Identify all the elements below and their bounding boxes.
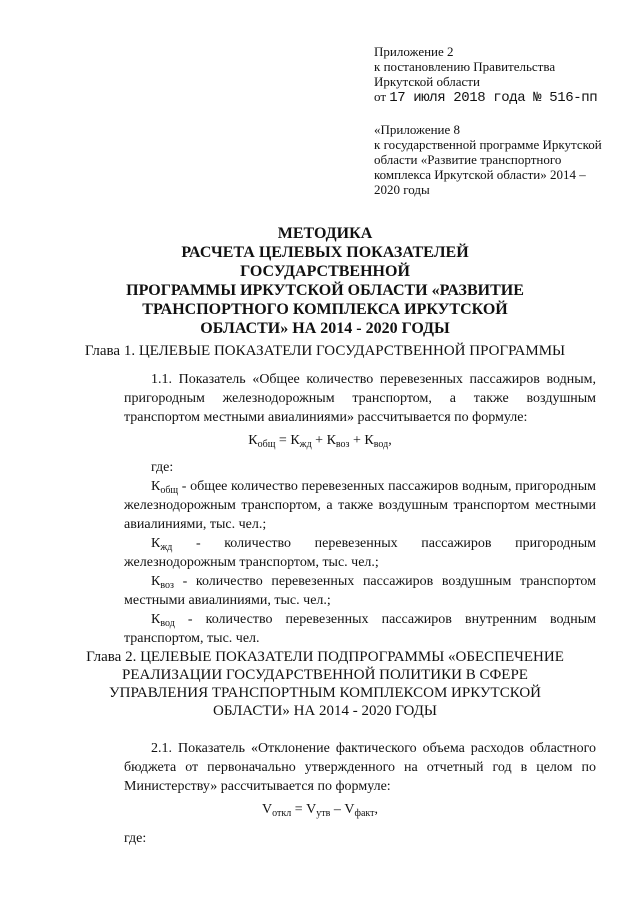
chapter-2-heading-line: Глава 2. ЦЕЛЕВЫЕ ПОКАЗАТЕЛИ ПОДПРОГРАММЫ «ОБЕСПЕЧЕНИЕ bbox=[86, 649, 564, 665]
paragraph-line: Министерству» рассчитывается по формуле: bbox=[124, 779, 391, 794]
document-title bbox=[100, 224, 550, 338]
date-value: 17 июля 2018 года № 516-пп bbox=[389, 90, 598, 106]
title-line: МЕТОДИКА bbox=[277, 225, 373, 242]
paragraph-line: 1.1. Показатель «Общее количество перевезенных пассажиров водным, bbox=[151, 372, 596, 387]
formula-operator: = bbox=[275, 433, 291, 448]
definition-first-line bbox=[151, 535, 596, 556]
formula-subscript: факт bbox=[354, 808, 375, 819]
annex-8-line: «Приложение 8 bbox=[374, 122, 461, 137]
title-line: ТРАНСПОРТНОГО КОМПЛЕКСА ИРКУТСКОЙ bbox=[142, 301, 508, 318]
definition-text: - общее количество перевезенных пассажиров водным, пригородным bbox=[178, 479, 596, 494]
annex-2-line: Иркутской области bbox=[374, 74, 480, 89]
formula-symbol: К bbox=[290, 433, 300, 448]
title-line: ПРОГРАММЫ ИРКУТСКОЙ ОБЛАСТИ «РАЗВИТИЕ bbox=[126, 282, 524, 299]
definition-line: железнодорожным транспортом, тыс. чел.; bbox=[124, 555, 379, 570]
def-sym: К bbox=[151, 536, 161, 551]
def-sym: К bbox=[151, 479, 161, 494]
formula-subscript: утв bbox=[316, 808, 331, 819]
paragraph-line: 2.1. Показатель «Отклонение фактического объема расходов областного bbox=[151, 741, 596, 756]
annex-8-line: области «Развитие транспортного bbox=[374, 152, 562, 167]
definition-line: транспортом, тыс. чел. bbox=[124, 631, 260, 646]
annex-8-line: 2020 годы bbox=[374, 182, 430, 197]
definition-first-line bbox=[151, 478, 596, 499]
definition-line: местными авиалиниями, тыс. чел.; bbox=[124, 593, 331, 608]
def-sub: жд bbox=[160, 542, 173, 553]
formula-operator: + bbox=[311, 433, 327, 448]
formula-symbol: V bbox=[262, 802, 273, 817]
formula-subscript: вод bbox=[373, 439, 389, 450]
title-line: РАСЧЕТА ЦЕЛЕВЫХ ПОКАЗАТЕЛЕЙ ГОСУДАРСТВЕННОЙ bbox=[181, 244, 469, 280]
definition-symbol bbox=[151, 611, 175, 632]
title-line: ОБЛАСТИ» НА 2014 - 2020 ГОДЫ bbox=[200, 320, 450, 337]
formula-operator: – bbox=[330, 802, 345, 817]
chapter-2-heading-line: УПРАВЛЕНИЯ ТРАНСПОРТНЫМ КОМПЛЕКСОМ ИРКУТСКОЙ bbox=[109, 685, 541, 701]
def-sym: К bbox=[151, 574, 161, 589]
formula-symbol: V bbox=[306, 802, 317, 817]
annex-2-line: Приложение 2 bbox=[374, 44, 454, 59]
def-sub: вод bbox=[160, 618, 175, 629]
annex-8-line: комплекса Иркутской области» 2014 – bbox=[374, 167, 586, 182]
definition-line: железнодорожным транспортом, а также воздушным транспортом местными bbox=[124, 498, 596, 513]
annex-2-line: к постановлению Правительства bbox=[374, 59, 556, 74]
formula-symbol: К bbox=[364, 433, 374, 448]
formula-subscript: откл bbox=[272, 808, 292, 819]
formula-punctuation: , bbox=[374, 802, 378, 817]
formula-2 bbox=[0, 801, 640, 822]
formula-symbol: К bbox=[326, 433, 336, 448]
date-prefix: от bbox=[374, 89, 387, 104]
annex-8-header bbox=[374, 122, 624, 197]
def-sym: К bbox=[151, 612, 161, 627]
chapter-2-heading-line: РЕАЛИЗАЦИИ ГОСУДАРСТВЕННОЙ ПОЛИТИКИ В СФЕРЕ bbox=[122, 667, 528, 683]
paragraph-line: бюджета от первоначально утвержденного на отчетный год в целом по bbox=[124, 760, 596, 775]
formula-1 bbox=[0, 432, 640, 453]
chapter-2-heading bbox=[60, 648, 590, 720]
formula-subscript: воз bbox=[335, 439, 350, 450]
definition-text: - количество перевезенных пассажиров воздушным транспортом bbox=[173, 574, 596, 589]
formula-subscript: общ bbox=[257, 439, 276, 450]
definition-text: - количество перевезенных пассажиров пригородным bbox=[172, 536, 596, 551]
formula-symbol: К bbox=[248, 433, 258, 448]
formula-operator: + bbox=[349, 433, 365, 448]
definition-line: авиалиниями, тыс. чел.; bbox=[124, 517, 267, 532]
definition-first-line bbox=[151, 611, 596, 632]
definition-first-line bbox=[151, 573, 596, 594]
formula-operator: = bbox=[291, 802, 307, 817]
paragraph-line: пригородным железнодорожным транспортом, а также воздушным bbox=[124, 391, 596, 406]
chapter-1-heading: Глава 1. ЦЕЛЕВЫЕ ПОКАЗАТЕЛИ ГОСУДАРСТВЕННОЙ ПРОГРАММЫ bbox=[84, 343, 566, 359]
formula-symbol: V bbox=[344, 802, 355, 817]
def-sub: общ bbox=[160, 485, 179, 496]
where-label: где: bbox=[151, 460, 174, 475]
annex-8-line: к государственной программе Иркутской bbox=[374, 137, 602, 152]
annex-2-header bbox=[374, 44, 624, 106]
definition-symbol bbox=[151, 535, 172, 556]
def-sub: воз bbox=[160, 580, 174, 591]
formula-punctuation: , bbox=[388, 433, 392, 448]
chapter-2-heading-line: ОБЛАСТИ» НА 2014 - 2020 ГОДЫ bbox=[213, 703, 437, 719]
definition-symbol bbox=[151, 573, 174, 594]
annex-2-date bbox=[374, 89, 624, 106]
formula-subscript: жд bbox=[299, 439, 312, 450]
definition-text: - количество перевезенных пассажиров внутренним водным bbox=[174, 612, 596, 627]
paragraph-line: транспортом местными авиалиниями» рассчитывается по формуле: bbox=[124, 410, 528, 425]
where-label: где: bbox=[124, 831, 147, 846]
definition-symbol bbox=[151, 478, 178, 499]
